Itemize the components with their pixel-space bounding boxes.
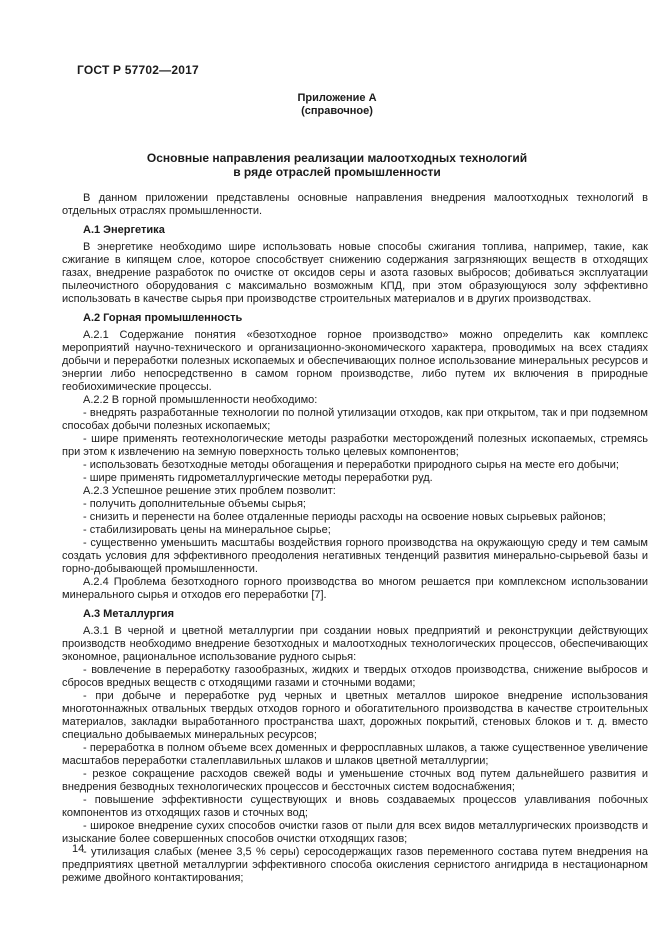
- paragraph: - повышение эффективности существующих и вновь создаваемых процессов улавливания побочных компонентов из отходящих газов и сточных вод;: [62, 794, 648, 819]
- section-heading: А.2 Горная промышленность: [83, 312, 243, 324]
- standard-designation: ГОСТ Р 57702—2017: [77, 63, 199, 77]
- section-heading: А.1 Энергетика: [83, 224, 165, 236]
- appendix-label: Приложение А: [297, 92, 377, 104]
- paragraph: - вовлечение в переработку газообразных, жидких и твердых отходов производства, снижение выбросов и сбросов вредных веществ с отходящими газами и сточными водами;: [62, 664, 648, 689]
- paragraph: - существенно уменьшить масштабы воздействия горного производства на окружающую среду и тем самым создать условия для эффективного преодоления негативных тенденций развития минерально-сырьевой базы и горно-добывающей промышленности.: [62, 537, 648, 575]
- paragraph: А.2.4 Проблема безотходного горного производства во многом решается при комплексном использовании минерального сырья и отходов его переработки [7].: [62, 576, 648, 601]
- paragraph: - резкое сокращение расходов свежей воды и уменьшение сточных вод путем дальнейшего развития и внедрения безводных технологических процессов и бессточных систем водоснабжения;: [62, 768, 648, 793]
- document-body: [62, 192, 648, 885]
- paragraph: - широкое внедрение сухих способов очистки газов от пыли для всех видов металлургических производств и изыскание более совершенных способов очистки отходящих газов;: [62, 820, 648, 845]
- paragraph: А.2.3 Успешное решение этих проблем позволит:: [83, 485, 336, 497]
- page-title-line1: Основные направления реализации малоотходных технологий: [146, 151, 528, 165]
- appendix-block: [62, 92, 612, 118]
- paragraph: В энергетике необходимо шире использовать новые способы сжигания топлива, например, такие, как сжигание в кипящем слое, которое способствует снижению содержания загрязняющих веществ в отходящих газах, внедрение разработок по очистке от оксидов серы и азота газовых выбросов; добиваться эксплуатации пылеочистного оборудования с максимально возможным КПД, при этом образующуюся золу эффективно использовать в качестве сырья при производстве строительных материалов и в других производствах.: [62, 241, 648, 305]
- paragraph: - шире применять гидрометаллургические методы переработки руд.: [83, 472, 433, 484]
- paragraph: - получить дополнительные объемы сырья;: [83, 498, 306, 510]
- paragraph: - внедрять разработанные технологии по полной утилизации отходов, как при открытом, так и при подземном способах добычи полезных ископаемых;: [62, 407, 648, 432]
- paragraph: - переработка в полном объеме всех доменных и ферросплавных шлаков, а также существенное увеличение масштабов переработки сталеплавильных шлаков и шлаков цветной металлургии;: [62, 742, 648, 767]
- paragraph: А.3.1 В черной и цветной металлургии при создании новых предприятий и реконструкции действующих производств необходимо внедрение безотходных и малоотходных технологических процессов, обеспечивающих экономное, рациональное использование рудного сырья:: [62, 625, 648, 663]
- paragraph: - утилизация слабых (менее 3,5 % серы) серосодержащих газов переменного состава путем внедрения на предприятиях цветной металлургии эффективного способа окисления сернистого ангидрида в нестационарном режиме двойного контактирования;: [62, 846, 648, 884]
- paragraph: - стабилизировать цены на минеральное сырье;: [83, 524, 331, 536]
- page-number: 14: [72, 843, 85, 855]
- appendix-type: (справочное): [301, 105, 373, 117]
- intro-paragraph: В данном приложении представлены основные направления внедрения малоотходных технологий в отдельных отраслях промышленности.: [62, 192, 648, 217]
- page-title-line2: в ряде отраслей промышленности: [233, 165, 441, 179]
- paragraph: - использовать безотходные методы обогащения и переработки природного сырья на месте его добычи;: [83, 459, 619, 471]
- paragraph: - снизить и перенести на более отдаленные периоды расходы на освоение новых сырьевых районов;: [83, 511, 606, 523]
- paragraph: - при добыче и переработке руд черных и цветных металлов широкое внедрение использования многотоннажных отвальных твердых отходов горного и обогатительного производства в качестве строительных материалов, закладки выработанного пространства шахт, дорожных покрытий, стеновых блоков и т. д. вместо специально добываемых минеральных ресурсов;: [62, 690, 648, 741]
- paragraph: - шире применять геотехнологические методы разработки месторождений полезных ископаемых, стремясь при этом к извлечению на земную поверхность только целевых компонентов;: [62, 433, 648, 458]
- page-title: [62, 151, 612, 179]
- sections: [62, 224, 648, 885]
- paragraph: А.2.2 В горной промышленности необходимо:: [83, 394, 318, 406]
- paragraph: А.2.1 Содержание понятия «безотходное горное производство» можно определить как комплекс мероприятий научно-технического и организационно-экономического характера, проводимых на всех стадиях добычи и переработки полезных ископаемых и обеспечивающих полное использование минеральных ресурсов и энергии либо непосредственно в самом горном производстве, либо путем их включения в природные геобиохимические процессы.: [62, 329, 648, 393]
- section-heading: А.3 Металлургия: [83, 608, 175, 620]
